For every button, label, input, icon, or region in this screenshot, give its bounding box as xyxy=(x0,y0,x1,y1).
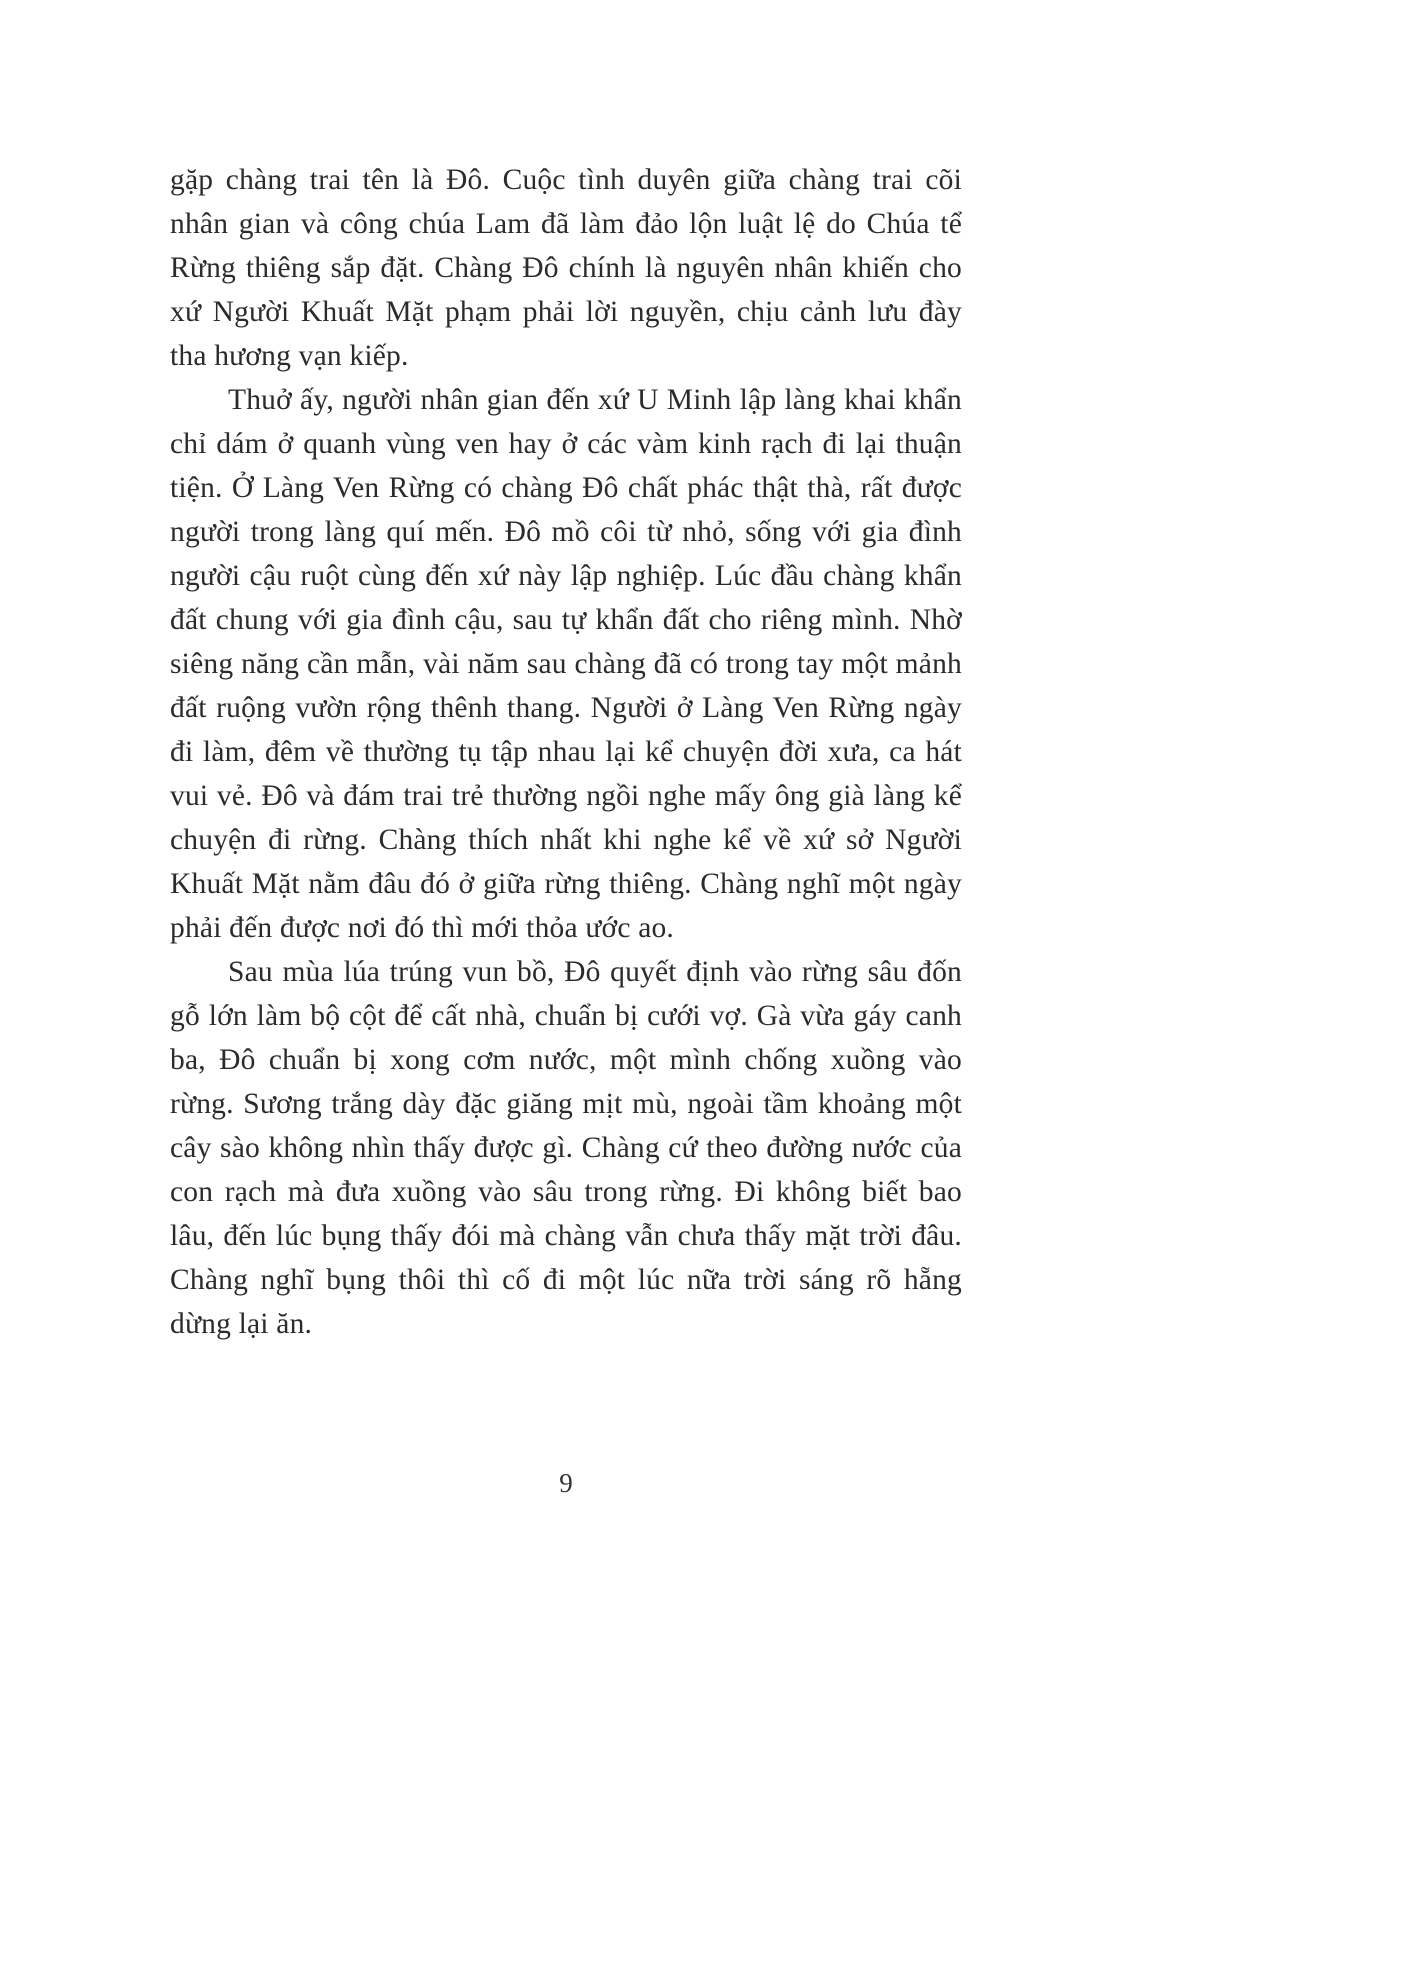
body-text xyxy=(170,158,962,1346)
paragraph: Thuở ấy, người nhân gian đến xứ U Minh lập làng khai khẩn chỉ dám ở quanh vùng ven hay ở các vàm kinh rạch đi lại thuận tiện. Ở Làng Ven Rừng có chàng Đô chất phác thật thà, rất được người trong làng quí mến. Đô mồ côi từ nhỏ, sống với gia đình người cậu ruột cùng đến xứ này lập nghiệp. Lúc đầu chàng khẩn đất chung với gia đình cậu, sau tự khẩn đất cho riêng mình. Nhờ siêng năng cần mẫn, vài năm sau chàng đã có trong tay một mảnh đất ruộng vườn rộng thênh thang. Người ở Làng Ven Rừng ngày đi làm, đêm về thường tụ tập nhau lại kể chuyện đời xưa, ca hát vui vẻ. Đô và đám trai trẻ thường ngồi nghe mấy ông già làng kể chuyện đi rừng. Chàng thích nhất khi nghe kể về xứ sở Người Khuất Mặt nằm đâu đó ở giữa rừng thiêng. Chàng nghĩ một ngày phải đến được nơi đó thì mới thỏa ước ao. xyxy=(170,384,962,944)
paragraph: gặp chàng trai tên là Đô. Cuộc tình duyên giữa chàng trai cõi nhân gian và công chúa Lam đã làm đảo lộn luật lệ do Chúa tể Rừng thiêng sắp đặt. Chàng Đô chính là nguyên nhân khiến cho xứ Người Khuất Mặt phạm phải lời nguyền, chịu cảnh lưu đày tha hương vạn kiếp. xyxy=(170,164,962,372)
page-number: 9 xyxy=(559,1468,573,1498)
paragraph: Sau mùa lúa trúng vun bồ, Đô quyết định vào rừng sâu đốn gỗ lớn làm bộ cột để cất nhà, chuẩn bị cưới vợ. Gà vừa gáy canh ba, Đô chuẩn bị xong cơm nước, một mình chống xuồng vào rừng. Sương trắng dày đặc giăng mịt mù, ngoài tầm khoảng một cây sào không nhìn thấy được gì. Chàng cứ theo đường nước của con rạch mà đưa xuồng vào sâu trong rừng. Đi không biết bao lâu, đến lúc bụng thấy đói mà chàng vẫn chưa thấy mặt trời đâu. Chàng nghĩ bụng thôi thì cố đi một lúc nữa trời sáng rõ hẵng dừng lại ăn. xyxy=(170,956,962,1340)
